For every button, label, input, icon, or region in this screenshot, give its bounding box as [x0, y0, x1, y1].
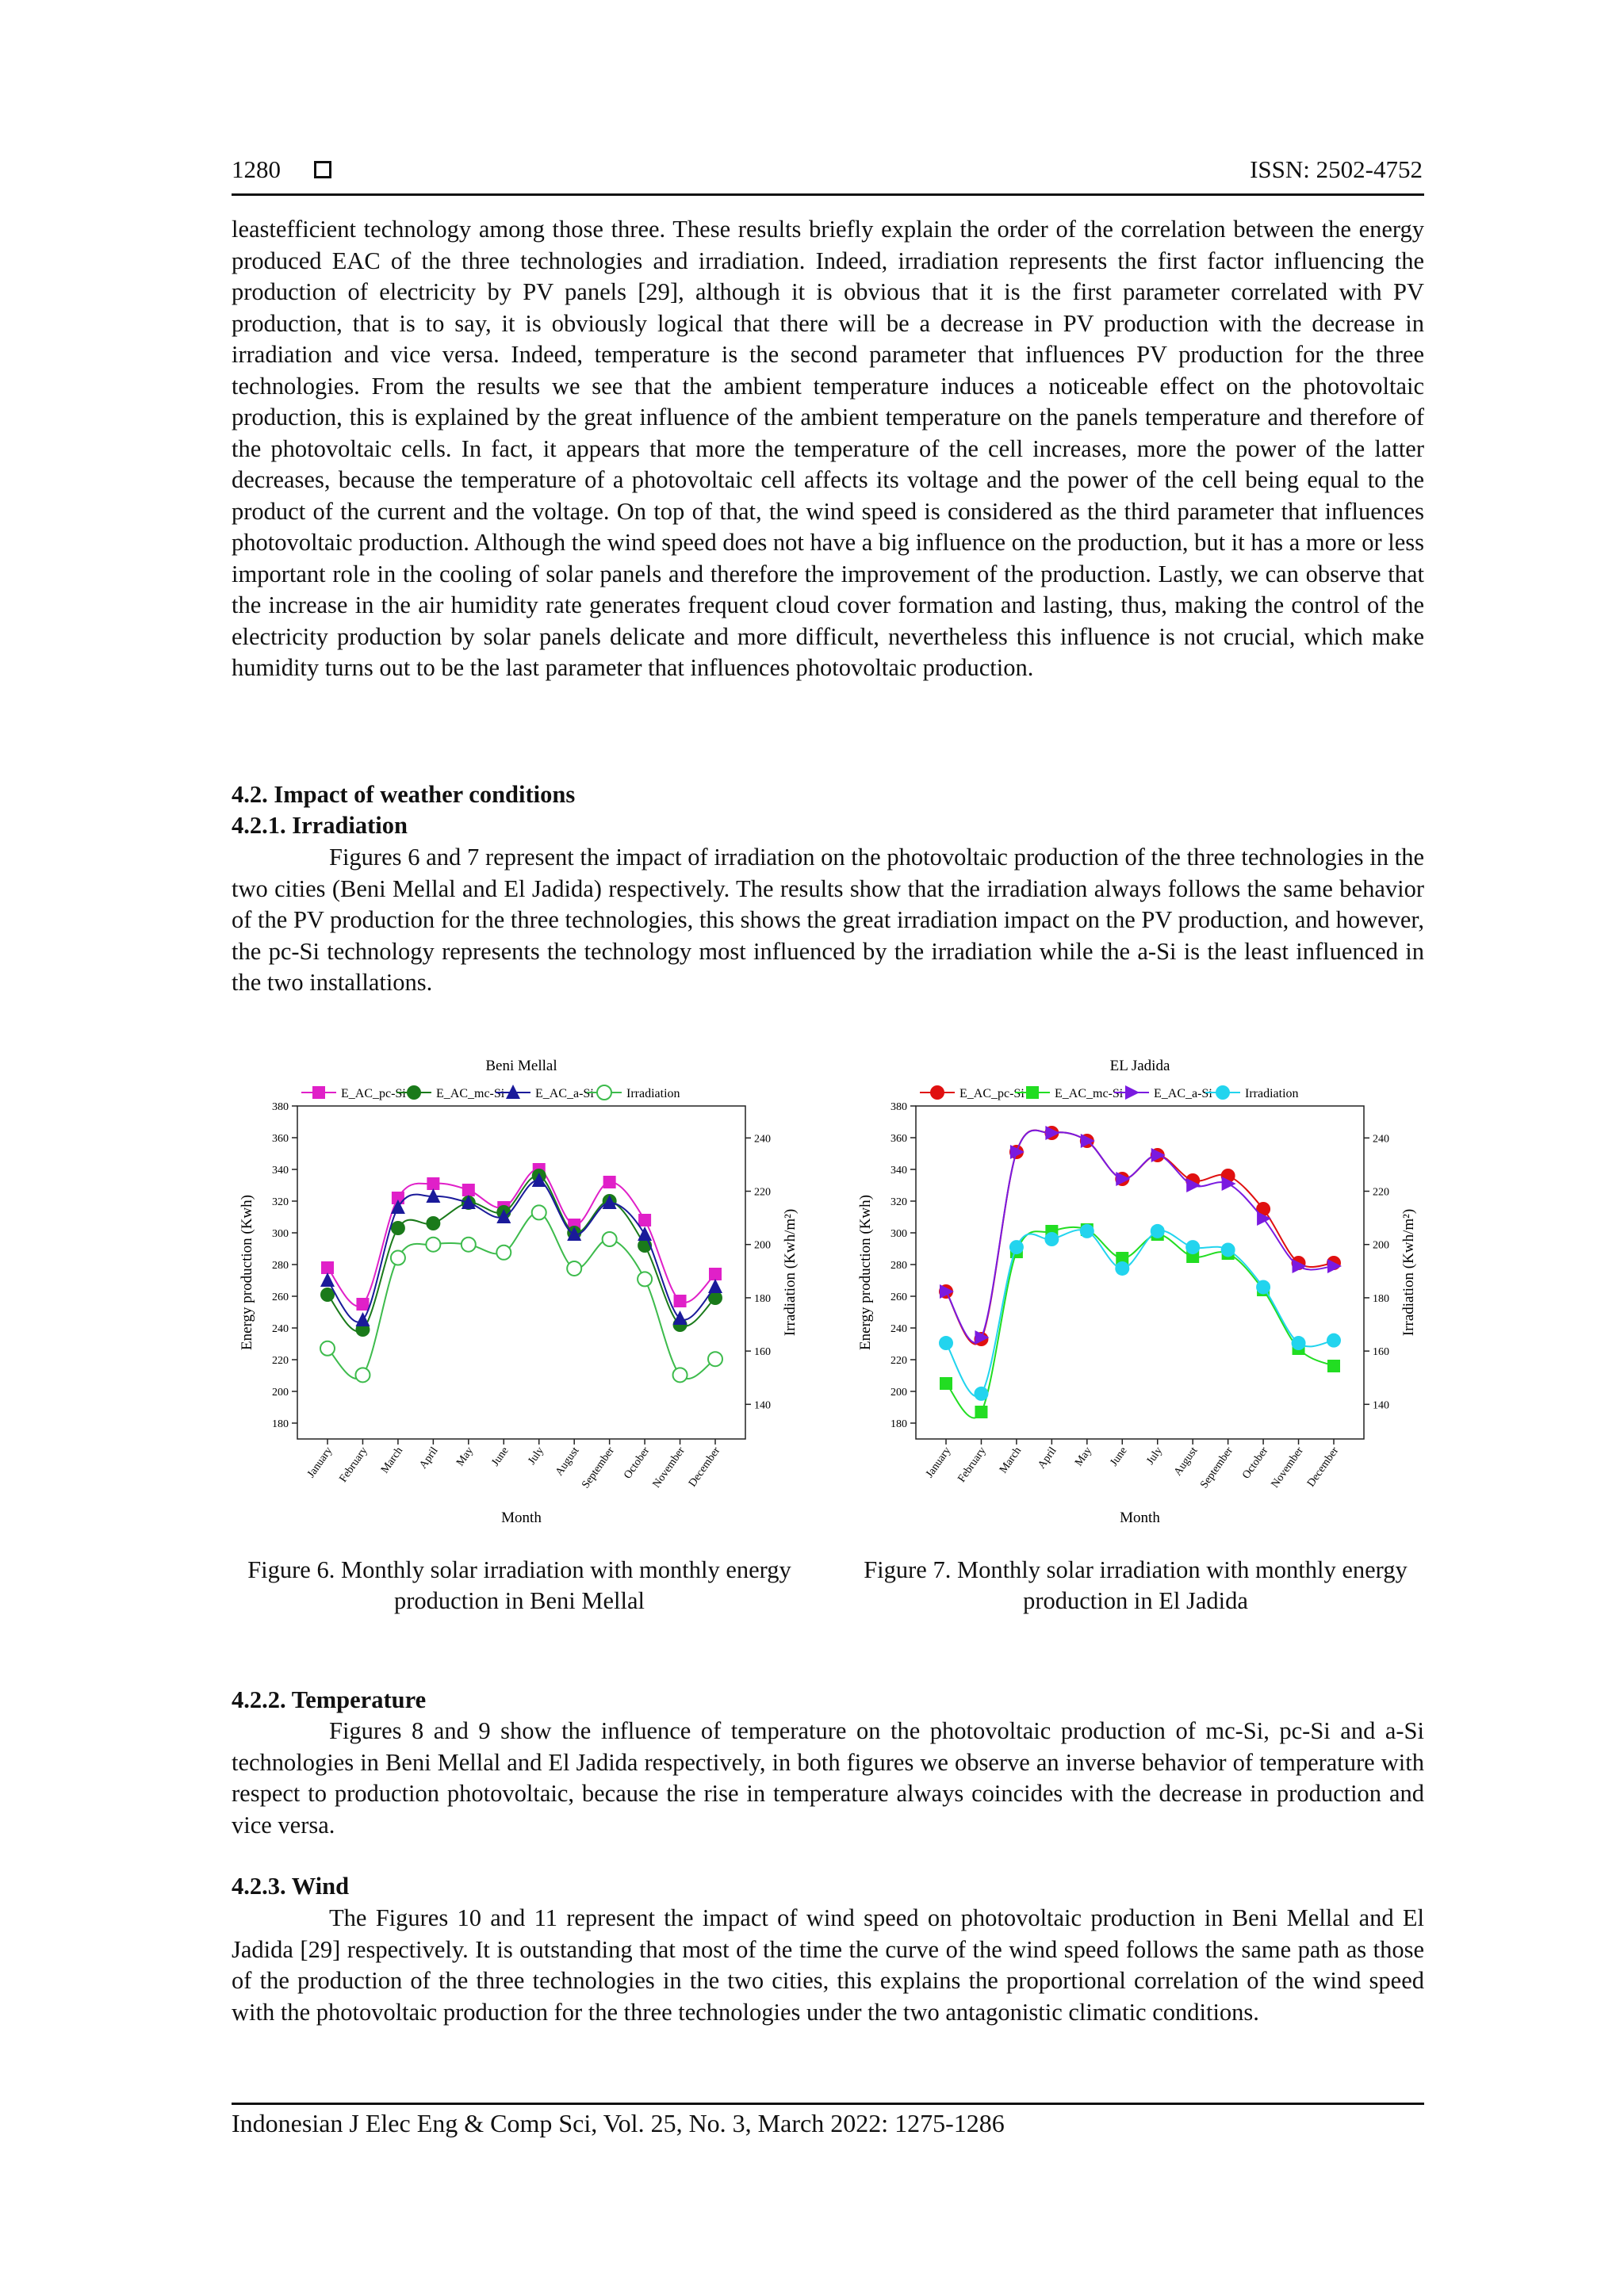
data-point — [1080, 1224, 1094, 1238]
data-point — [1044, 1232, 1059, 1246]
figure-7-caption: Figure 7. Monthly solar irradiation with monthly energy production in El Jadida — [864, 1556, 1408, 1614]
legend-marker — [597, 1085, 611, 1100]
y2-tick-label: 220 — [1373, 1186, 1389, 1199]
x-tick-label: January — [305, 1445, 335, 1480]
paragraph-4: The Figures 10 and 11 represent the impact of wind speed on photovoltaic production in Beni Mellal and El Jadida [29] respectively. It is outstanding that most of the time the curve of the wind speed follows the same path as those of the production of the three technologies in the two cities, this explains the proportional correlation of the wind speed with the photovoltaic production for the three technologies under the two antagonistic climatic conditions. — [232, 1904, 1424, 2026]
y-tick-label: 380 — [891, 1101, 907, 1113]
legend-label: E_AC_mc-Si — [436, 1087, 505, 1100]
x-tick-label: May — [1073, 1445, 1095, 1469]
y-tick-label: 220 — [272, 1355, 289, 1367]
x-tick-label: August — [553, 1445, 582, 1479]
plot-frame — [297, 1106, 745, 1439]
paragraph-2: Figures 6 and 7 represent the impact of irradiation on the photovoltaic production of the three technologies in the two cities (Beni Mellal and El Jadida) respectively. The results show that the irradiation always follows the same behavior of the PV production for the three technologies, this shows the great irradiation impact on the PV production, and however, the pc-Si technology represents the technology most influenced by the irradiation while the a-Si is the least influenced in the two installations. — [232, 844, 1424, 996]
series-line — [327, 1212, 715, 1379]
data-point — [321, 1261, 334, 1274]
footer-citation: Indonesian J Elec Eng & Comp Sci, Vol. 25, No. 3, March 2022: 1275-1286 — [232, 2109, 1005, 2137]
x-axis-label: Month — [501, 1510, 542, 1526]
chart-legend — [920, 1085, 1299, 1100]
chart-legend — [301, 1085, 680, 1100]
y-tick-label: 260 — [891, 1292, 907, 1303]
data-point — [638, 1272, 652, 1286]
y2-tick-label: 240 — [754, 1133, 771, 1146]
figure-7-chart — [852, 1047, 1455, 1538]
legend-label: E_AC_a-Si — [1154, 1087, 1212, 1100]
y-tick-label: 280 — [272, 1260, 289, 1272]
legend-label: E_AC_mc-Si — [1055, 1087, 1124, 1100]
y2-tick-label: 160 — [1373, 1346, 1389, 1359]
data-point — [355, 1368, 370, 1382]
y-tick-label: 360 — [891, 1133, 907, 1145]
page-number: 1280 — [232, 155, 281, 183]
y2-tick-label: 180 — [1373, 1292, 1389, 1305]
data-point — [532, 1205, 546, 1219]
data-point — [1115, 1261, 1129, 1276]
x-tick-label: April — [1036, 1445, 1059, 1471]
data-point — [462, 1238, 476, 1252]
x-tick-label: July — [1144, 1445, 1166, 1468]
y2-tick-label: 140 — [754, 1399, 771, 1412]
data-point — [974, 1387, 988, 1401]
y2-tick-label: 140 — [1373, 1399, 1389, 1412]
x-tick-label: May — [454, 1445, 477, 1469]
y-tick-label: 200 — [272, 1387, 289, 1399]
data-point — [638, 1214, 651, 1226]
data-point — [708, 1352, 722, 1366]
chart-title: EL Jadida — [1109, 1058, 1170, 1074]
data-point — [939, 1336, 953, 1350]
data-point — [427, 1177, 439, 1190]
x-tick-label: October — [622, 1445, 653, 1482]
data-point — [356, 1298, 369, 1311]
x-tick-label: August — [1171, 1445, 1201, 1479]
issn: ISSN: 2502-4752 — [1250, 155, 1423, 183]
figure-6-chart — [234, 1047, 837, 1538]
y-tick-label: 380 — [272, 1101, 289, 1113]
x-tick-label: September — [1198, 1445, 1235, 1491]
legend-label: Irradiation — [1245, 1087, 1299, 1100]
y-tick-label: 300 — [272, 1228, 289, 1240]
series-EAC_a-Si — [320, 1173, 722, 1326]
x-axis-label: Month — [1120, 1510, 1160, 1526]
section-heading-4-2-2: 4.2.2. Temperature — [232, 1686, 427, 1713]
y-tick-label: 280 — [891, 1260, 907, 1272]
legend-marker — [407, 1085, 421, 1100]
section-heading-4-2-1: 4.2.1. Irradiation — [232, 812, 408, 839]
y-tick-label: 300 — [891, 1228, 907, 1240]
x-tick-label: September — [580, 1445, 617, 1491]
data-point — [567, 1261, 581, 1276]
square-icon — [314, 161, 331, 178]
y-tick-label: 240 — [272, 1323, 289, 1335]
series-line — [327, 1176, 715, 1332]
data-point — [391, 1251, 405, 1265]
series-line — [946, 1230, 1334, 1396]
x-tick-label: December — [686, 1445, 723, 1490]
legend-label: E_AC_pc-Si — [959, 1087, 1025, 1100]
legend-marker — [1125, 1085, 1139, 1100]
legend-marker — [930, 1085, 944, 1100]
legend-marker — [1026, 1086, 1039, 1099]
x-tick-label: November — [1269, 1445, 1306, 1490]
x-tick-label: November — [650, 1445, 688, 1490]
y2-axis-label: Irradiation (Kwh/m²) — [782, 1208, 799, 1337]
data-point — [355, 1312, 370, 1326]
paragraph-3: Figures 8 and 9 show the influence of temperature on the photovoltaic production of mc-Si, pc-Si and a-Si technologies in Beni Mellal and El Jadida respectively, in both figures we observe an inverse behavior of temperature with respect to production photovoltaic, because the rise in temperature always coincides with the decrease in production and vice versa. — [232, 1717, 1424, 1839]
data-point — [674, 1295, 687, 1307]
data-point — [1009, 1240, 1024, 1254]
y-tick-label: 340 — [272, 1165, 289, 1177]
data-point — [496, 1246, 511, 1260]
legend-label: E_AC_a-Si — [535, 1087, 594, 1100]
x-tick-label: February — [337, 1445, 370, 1485]
data-point — [975, 1406, 987, 1418]
x-tick-label: March — [378, 1445, 406, 1476]
series-Irradiation — [320, 1205, 722, 1382]
data-point — [1256, 1280, 1270, 1294]
section-heading-4-2-3: 4.2.3. Wind — [232, 1873, 350, 1900]
footer-rule — [232, 2103, 1424, 2105]
x-tick-label: February — [956, 1445, 989, 1485]
series-line — [946, 1227, 1334, 1418]
x-tick-label: January — [924, 1445, 954, 1480]
y-tick-label: 240 — [891, 1323, 907, 1335]
chart-title: Beni Mellal — [485, 1058, 557, 1074]
y-tick-label: 320 — [272, 1196, 289, 1208]
legend-label: Irradiation — [626, 1087, 680, 1100]
section-heading-4-2: 4.2. Impact of weather conditions — [232, 781, 576, 808]
data-point — [673, 1368, 688, 1382]
y2-tick-label: 200 — [1373, 1239, 1389, 1252]
y2-tick-label: 160 — [754, 1346, 771, 1359]
y2-tick-label: 240 — [1373, 1133, 1389, 1146]
data-point — [426, 1238, 440, 1252]
y-axis-label: Energy production (Kwh) — [857, 1195, 874, 1350]
y-tick-label: 180 — [891, 1418, 907, 1430]
data-point — [1327, 1360, 1340, 1372]
data-point — [603, 1176, 616, 1188]
y2-tick-label: 220 — [754, 1186, 771, 1199]
y-tick-label: 320 — [891, 1196, 907, 1208]
header-rule — [232, 193, 1424, 196]
figure-6-caption: Figure 6. Monthly solar irradiation with monthly energy production in Beni Mellal — [247, 1556, 791, 1614]
y-tick-label: 360 — [272, 1133, 289, 1145]
data-point — [603, 1232, 617, 1246]
data-point — [940, 1377, 952, 1390]
x-tick-label: June — [489, 1445, 511, 1469]
data-point — [1221, 1242, 1235, 1257]
page-header-left — [232, 155, 331, 184]
data-point — [1185, 1240, 1200, 1254]
y2-tick-label: 200 — [754, 1239, 771, 1252]
x-tick-label: October — [1240, 1445, 1271, 1482]
x-tick-label: December — [1304, 1445, 1342, 1490]
data-point — [1151, 1224, 1165, 1238]
y-tick-label: 200 — [891, 1387, 907, 1399]
y-tick-label: 180 — [272, 1418, 289, 1430]
paragraph-1: leastefficient technology among those three. These results briefly explain the order of the correlation between the energy produced EAC of the three technologies and irradiation. Indeed, irradiation represents the first factor influencing the production of electricity by PV panels [29], although it is obvious that it is the first parameter correlated with PV production, that is to say, it is obviously logical that there will be a decrease in PV production with the decrease in irradiation and vice versa. Indeed, temperature is the second parameter that influences PV production for the three technologies. From the results we see that the ambient temperature induces a noticeable effect on the photovoltaic production, this is explained by the great influence of the ambient temperature on the panels temperature and therefore of the photovoltaic cells. In fact, it appears that more the temperature of the cell increases, more the power of the latter decreases, because the temperature of a photovoltaic cell affects its voltage and the power of the cell being equal to the product of the current and the voltage. On top of that, the wind speed is considered as the third parameter that influences photovoltaic production. Although the wind speed does not have a big influence on the production, but it has a more or less important role in the cooling of solar panels and therefore the improvement of the production. Lastly, we can observe that the increase in the air humidity rate generates frequent cloud cover formation and lasting, thus, making the control of the electricity production by solar panels delicate and more difficult, nevertheless this influence is not crucial, which make humidity turns out to be the last parameter that influences photovoltaic production. — [232, 216, 1424, 681]
data-point — [391, 1221, 405, 1235]
data-point — [1327, 1334, 1341, 1348]
y-tick-label: 220 — [891, 1355, 907, 1367]
x-tick-label: July — [526, 1445, 547, 1468]
x-tick-label: March — [997, 1445, 1025, 1476]
data-point — [709, 1268, 722, 1280]
legend-marker — [312, 1086, 325, 1099]
data-point — [462, 1184, 475, 1196]
y-tick-label: 260 — [272, 1292, 289, 1303]
y2-tick-label: 180 — [754, 1292, 771, 1305]
y2-axis-label: Irradiation (Kwh/m²) — [1400, 1208, 1417, 1337]
series-EAC_a-Si — [940, 1126, 1342, 1345]
data-point — [1292, 1336, 1306, 1350]
data-point — [426, 1216, 440, 1230]
x-tick-label: April — [417, 1445, 441, 1471]
data-point — [320, 1341, 335, 1356]
legend-marker — [1216, 1085, 1230, 1100]
y-axis-label: Energy production (Kwh) — [239, 1195, 255, 1350]
y-tick-label: 340 — [891, 1165, 907, 1177]
legend-label: E_AC_pc-Si — [341, 1087, 406, 1100]
series-EAC_pc-Si — [939, 1126, 1341, 1346]
x-tick-label: June — [1108, 1445, 1130, 1469]
